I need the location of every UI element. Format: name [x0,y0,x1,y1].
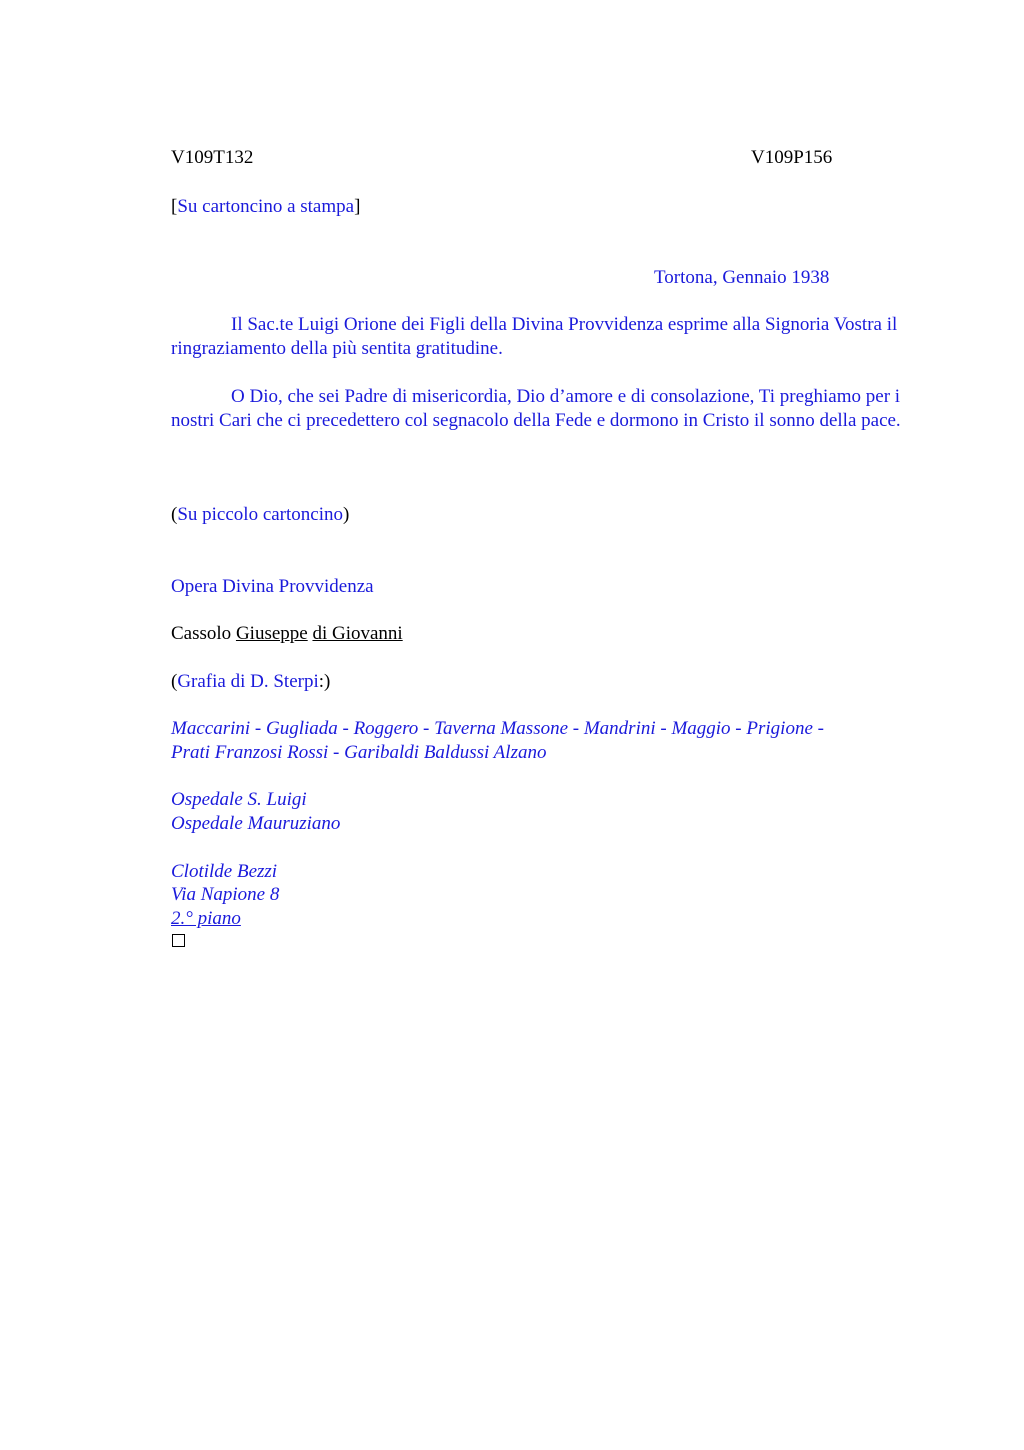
person-name-line [171,622,403,646]
paren-open: ( [171,504,178,525]
bracket-open: [ [171,196,178,217]
paren-close: ) [343,504,350,525]
handwriting-note [171,670,330,694]
paragraph-gratitude: Il Sac.te Luigi Orione dei Figli della Divina Provvidenza esprime alla Signoria Vostra il ringraziamento della più sentita gratitudine. [171,314,898,359]
printed-card-note-text: Su cartoncino a stampa [177,196,355,217]
end-marker-box-icon [172,934,185,947]
small-card-note-text: Su piccolo cartoncino [177,504,344,525]
printed-card-note [171,195,360,219]
names-list-line-1: Maccarini - Gugliada - Roggero - Taverna Massone - Mandrini - Maggio - Prigione - [171,718,824,739]
hospital-line-1: Ospedale S. Luigi [171,789,307,810]
address-floor: 2.° piano [171,908,241,929]
names-list-line-2: Prati Franzosi Rossi - Garibaldi Baldussi Alzano [171,742,547,763]
right-reference-code: V109P156 [751,147,833,168]
patronymic: di Giovanni [312,623,403,644]
dateline: Tortona, Gennaio 1938 [654,267,830,288]
hospital-line-2: Ospedale Mauruziano [171,813,341,834]
paragraph-prayer: O Dio, che sei Padre di misericordia, Dio d’amore e di consolazione, Ti preghiamo per i nostri Cari che ci precedettero col segnacolo della Fede e dormono in Cristo il sonno della pace. [171,386,901,431]
handwriting-note-text: Grafia di D. Sterpi [177,671,319,692]
surname: Cassolo [171,623,232,644]
address-name: Clotilde Bezzi [171,861,278,882]
small-card-note [171,503,349,527]
bracket-close: ] [354,196,361,217]
first-name: Giuseppe [235,623,308,644]
paren-open: ( [171,671,178,692]
organization-name: Opera Divina Provvidenza [171,576,374,597]
paren-close-colon: :) [318,671,331,692]
left-reference-code: V109T132 [171,147,254,168]
address-street: Via Napione 8 [171,884,280,905]
